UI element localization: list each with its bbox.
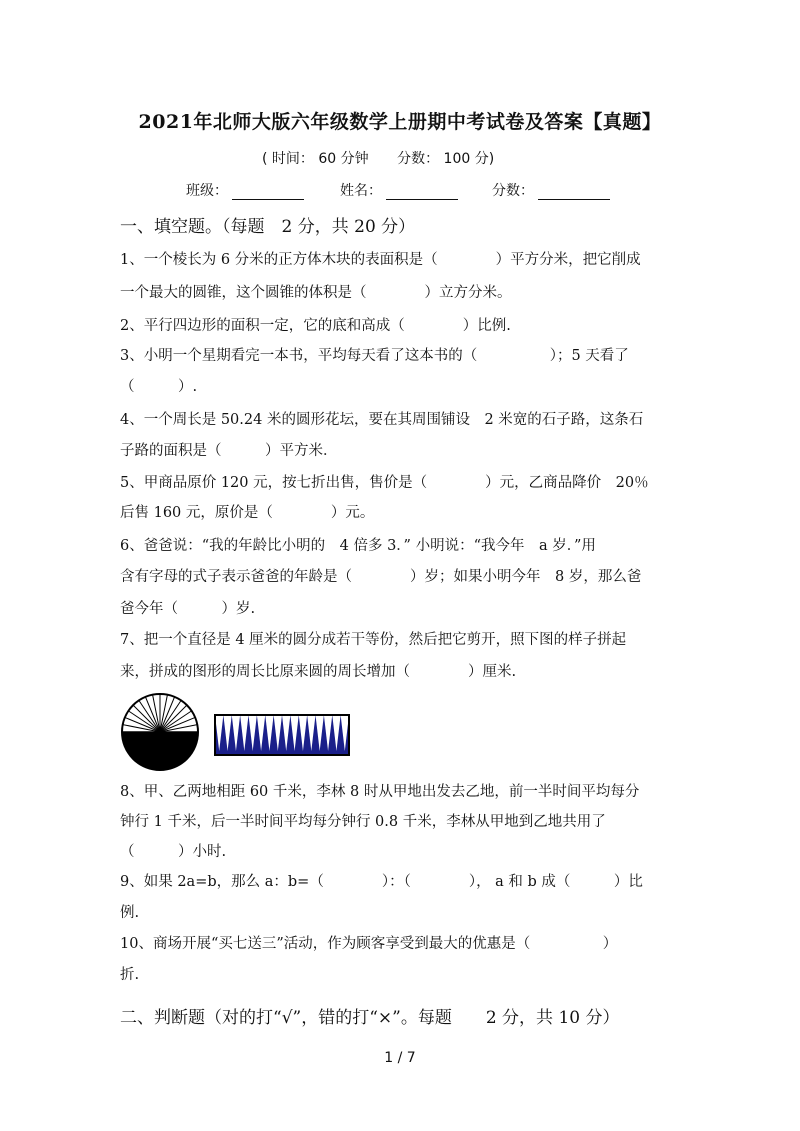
question-line: 来，拼成的图形的周长比原来圆的周长增加（ ）厘米. bbox=[120, 664, 517, 680]
question-line: 子路的面积是（ ）平方米． bbox=[120, 443, 338, 459]
question-line: 5、甲商品原价 120 元，按七折出售，售价是（ ）元，乙商品降价 20％ bbox=[120, 475, 649, 491]
question-line: （ ）. bbox=[120, 379, 198, 395]
exam-subtitle bbox=[262, 148, 498, 168]
question-line: 6、爸爸说：“我的年龄比小明的 4 倍多 3．” 小明说：“我今年 a 岁．”用 bbox=[120, 538, 596, 554]
score-field bbox=[492, 180, 610, 200]
question-line: 一个最大的圆锥，这个圆锥的体积是（ ）立方分米。 bbox=[120, 285, 512, 301]
rearranged-rectangle-figure bbox=[214, 714, 350, 756]
question-line: 4、一个周长是 50.24 米的圆形花坛，要在其周围铺设 2 米宽的石子路，这条石 bbox=[120, 412, 644, 428]
question-line: 折. bbox=[120, 967, 140, 983]
section-1-title: 一、填空题。（每题 2 分，共 20 分） bbox=[120, 217, 416, 237]
exam-title: 2021年北师大版六年级数学上册期中考试卷及答案【真题】 bbox=[138, 111, 662, 133]
question-line: 7、把一个直径是 4 厘米的圆分成若干等份，然后把它剪开，照下图的样子拼起 bbox=[120, 632, 627, 648]
question-line: 1、一个棱长为 6 分米的正方体木块的表面积是（ ）平方分米，把它削成 bbox=[120, 252, 641, 268]
question-line: 8、甲、乙两地相距 60 千米，李林 8 时从甲地出发去乙地，前一半时间平均每分 bbox=[120, 784, 640, 800]
name-field bbox=[340, 180, 458, 200]
section-2-title: 二、判断题（对的打“√”，错的打“×”。每题 2 分，共 10 分） bbox=[120, 1008, 620, 1028]
question-line: 后售 160 元，原价是（ ）元。 bbox=[120, 505, 375, 521]
time-label: ( 时间： 60 分钟 bbox=[262, 151, 369, 167]
class-field bbox=[186, 180, 304, 200]
name-blank bbox=[386, 185, 458, 200]
question-line: 9、如果 2a=b，那么 a：b=（ ）：（ ）， a 和 b 成（ ）比 bbox=[120, 874, 643, 890]
class-blank bbox=[232, 185, 304, 200]
question-line: 10、商场开展“买七送三”活动，作为顾客享受到最大的优惠是（ ） bbox=[120, 936, 618, 952]
question-line: （ ）小时. bbox=[120, 844, 227, 860]
name-label: 姓名： bbox=[340, 183, 382, 199]
question-line: 2、平行四边形的面积一定，它的底和高成（ ）比例. bbox=[120, 318, 511, 334]
score-label: 分数： bbox=[492, 183, 534, 199]
divided-circle-figure bbox=[118, 690, 202, 774]
question-line: 钟行 1 千米，后一半时间平均每分钟行 0.8 千米，李林从甲地到乙地共用了 bbox=[120, 814, 606, 830]
question-line: 例. bbox=[120, 905, 140, 921]
question-line: 爸今年（ ）岁. bbox=[120, 601, 256, 617]
class-label: 班级： bbox=[186, 183, 228, 199]
score-blank bbox=[538, 185, 610, 200]
question-line: 含有字母的式子表示爸爸的年龄是（ ）岁；如果小明今年 8 岁，那么爸 bbox=[120, 569, 642, 585]
question-line: 3、小明一个星期看完一本书，平均每天看了这本书的（ ）；5 天看了 bbox=[120, 348, 629, 364]
page-number: 1 / 7 bbox=[384, 1050, 416, 1066]
total-score-label: 分数： 100 分) bbox=[397, 151, 495, 167]
